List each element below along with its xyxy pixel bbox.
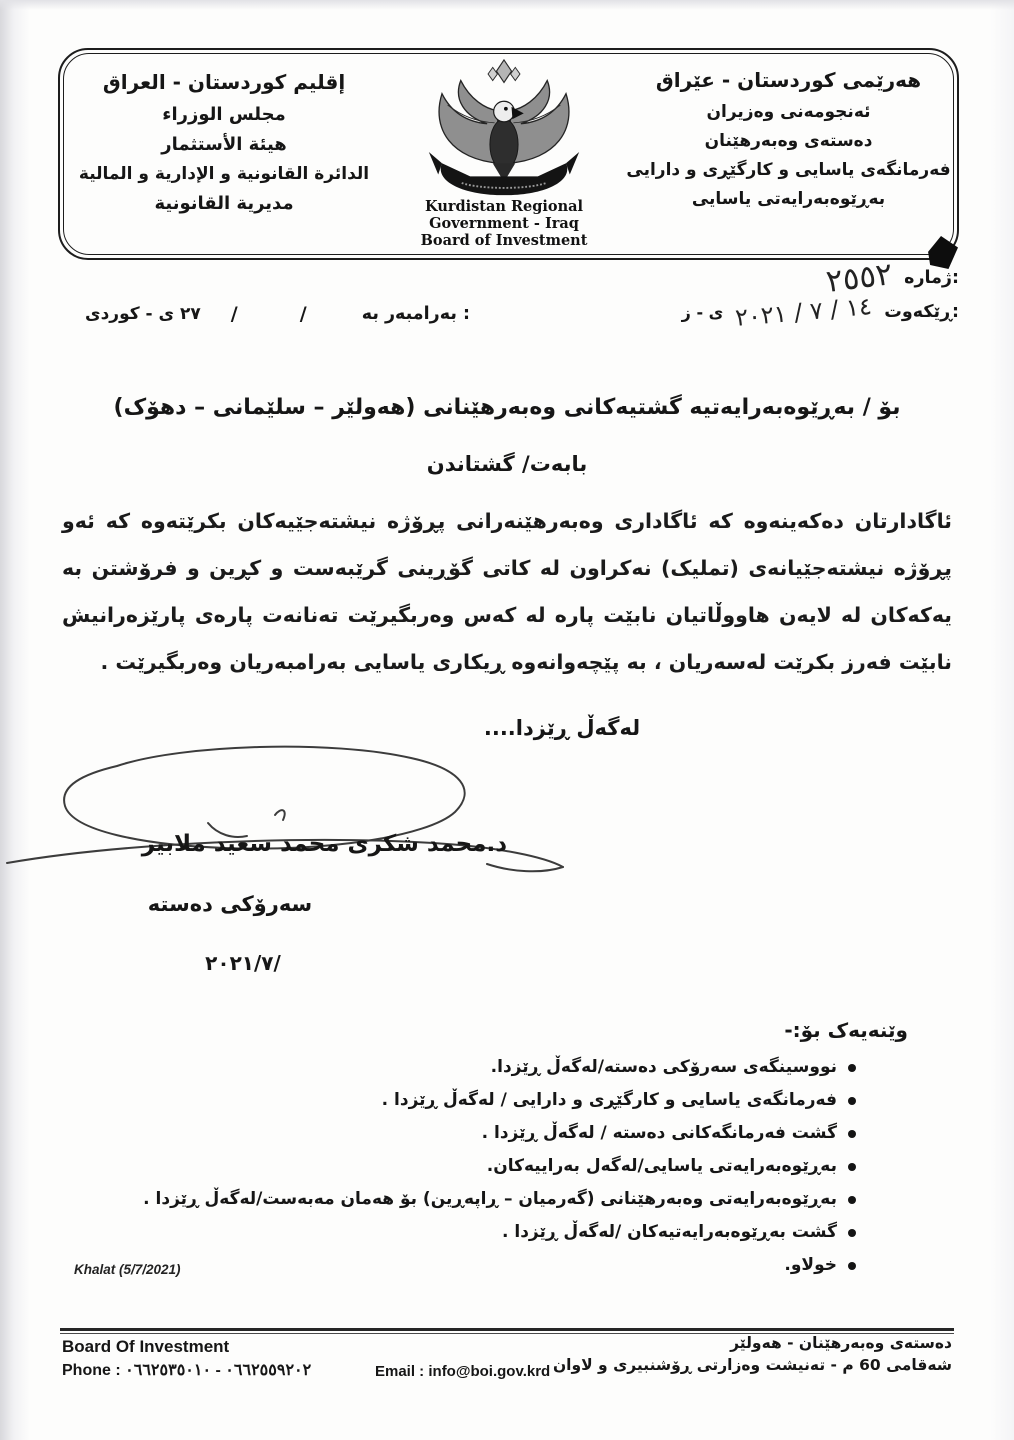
letter-subject-line: بابەت/ گشتاندن <box>426 452 588 476</box>
footer-address-line2: شەقامی 60 م - تەنیشت وەزارتی ڕۆشنبیری و لاوان <box>552 1356 952 1374</box>
phone-value: ٠٦٦٢٥٥٩٢٠٢ - ٠٦٦٢٥٣٥٠١٠ <box>125 1362 312 1379</box>
kurdish-line: ئەنجومەنی وەزیران <box>706 102 871 122</box>
footer-left-block <box>62 1337 311 1380</box>
date-slash: / <box>299 303 307 325</box>
bullet-icon <box>848 1196 856 1204</box>
footer-email <box>375 1363 550 1380</box>
footer-org-name: Board Of Investment <box>62 1337 230 1356</box>
arabic-line: الدائرة القانونية و الإدارية و المالية <box>78 164 370 184</box>
letter-to-line: بۆ / بەڕێوەبەرایەتیە گشتیەکانی وەبەرهێنانی (هەولێر – سلێمانی – دهۆک) <box>113 395 901 420</box>
bullet-icon <box>848 1097 856 1105</box>
phone-label: Phone : <box>62 1362 121 1379</box>
arabic-line: مديرية القانونية <box>154 193 294 214</box>
bullet-icon <box>848 1229 856 1237</box>
footer-address-line1: دەستەی وەبەرهێنان - هەولێر <box>730 1334 952 1352</box>
reference-date-row <box>681 292 959 332</box>
cc-list <box>120 1056 856 1287</box>
cc-item <box>120 1089 856 1111</box>
cc-list-title: وێنەیەک بۆ:- <box>784 1018 908 1042</box>
equivalent-label: بەرامبەر بە : <box>361 304 470 324</box>
cc-item-text: گشت فەرمانگەکانی دەستە / لەگەڵ ڕێزدا . <box>481 1123 837 1143</box>
arabic-line: إقليم كوردستان - العراق <box>102 70 346 94</box>
signature-date: ٢٠٢١/٧/ <box>205 951 281 975</box>
emblem-caption-line2: Board of Investment <box>420 232 588 249</box>
kurdish-year-note: ٢٧ ى - كوردى <box>85 304 201 324</box>
cc-item <box>120 1254 856 1276</box>
footer-phone <box>62 1360 311 1380</box>
letter-body-paragraph: ئاگادارتان دەکەینەوە کە ئاگاداری وەبەرهێنەرانی پڕۆژە نیشتەجێیەکان بکرێتەوە کە ئەو پڕۆژە نیشتەجێیانەی (تملیک) نەکراون لە کاتی گۆڕینی گرێبەست و کڕین و فرۆشتن بە یەکەکان لە لایەن هاووڵاتیان نابێت پارە لە کەس وەربگیرێت تەنانەت پارەی پارێزەرانیش نابێت فەرز بکرێت لەسەریان ، بە پێچەوانەوە ڕیکاری یاسایی بەرامبەریان وەربگیرێت . <box>62 509 952 674</box>
bullet-icon <box>848 1130 856 1138</box>
bullet-icon <box>848 1064 856 1072</box>
bullet-icon <box>848 1163 856 1171</box>
cc-item-text: فەرمانگەی یاسایی و کارگێڕی و دارایی / لەگەڵ ڕێزدا . <box>381 1090 837 1110</box>
cc-item <box>120 1188 856 1210</box>
kurdish-line: دەستەی وەبەرهێنان <box>704 131 873 151</box>
kurdish-line: هەرێمی کوردستان - عێراق <box>655 68 922 92</box>
handwritten-date: ١٤ / ٧ / ٢٠٢١ <box>734 292 874 332</box>
cc-item-text: گشت بەڕێوەبەرایەتیەکان /لەگەڵ ڕێزدا . <box>501 1222 837 1242</box>
cc-item <box>120 1122 856 1144</box>
email-value: info@boi.gov.krd <box>428 1363 551 1380</box>
date-slash: / <box>230 303 238 325</box>
cc-item-text: خولاو. <box>784 1255 837 1275</box>
signer-name: د.محمد شکری محمد سعید ملابیر <box>141 831 507 857</box>
cc-item-text: بەڕێوەبەرایەتی یاسایی/لەگەل بەراییەکان. <box>486 1156 837 1176</box>
cc-item-text: بەڕێوەبەرایەتی وەبەرهێنانی (گەرمیان – ڕاپەڕین) بۆ هەمان مەبەست/لەگەڵ ڕێزدا . <box>143 1189 837 1209</box>
kurdish-line: بەڕێوەبەرایەتی یاسایی <box>691 189 886 209</box>
kurdish-date-row <box>85 303 470 325</box>
date-suffix: ى - ز <box>681 302 724 322</box>
cc-item <box>120 1221 856 1243</box>
kurdish-line: فەرمانگەی یاسایی و کارگێڕی و دارایی <box>626 160 951 180</box>
letterhead-kurdish-column <box>624 54 953 254</box>
drafter-footnote: Khalat (5/7/2021) <box>74 1262 181 1277</box>
handwritten-signature <box>5 738 585 880</box>
cc-item <box>120 1155 856 1177</box>
reference-number-row <box>823 256 960 300</box>
number-label: ژماره: <box>904 268 959 288</box>
scan-edge-shadow <box>0 0 1014 10</box>
date-label: ڕێکەوت: <box>884 302 959 322</box>
footer-address-block <box>553 1334 952 1378</box>
bullet-icon <box>848 1262 856 1270</box>
letterhead-box <box>58 48 959 260</box>
letterhead-inner-border <box>63 53 954 255</box>
email-label: Email : <box>375 1363 425 1380</box>
signer-title: سەرۆکی دەستە <box>147 892 313 916</box>
arabic-line: هيئة الأستثمار <box>161 134 287 155</box>
cc-item-text: نووسینگەی سەرۆکی دەستە/لەگەڵ ڕێزدا. <box>490 1057 837 1077</box>
letterhead-emblem-area <box>384 54 624 254</box>
handwritten-reference-number: ٢٥٥٢ <box>823 256 895 300</box>
arabic-line: مجلس الوزراء <box>162 104 286 125</box>
letter-closing: لەگەڵ ڕێزدا.... <box>483 716 641 740</box>
cc-item <box>120 1056 856 1078</box>
letterhead-arabic-column <box>64 54 384 254</box>
krg-eagle-emblem-icon <box>410 58 598 198</box>
emblem-caption-line1: Kurdistan Regional Government - Iraq <box>425 198 584 232</box>
reference-block <box>681 256 959 332</box>
